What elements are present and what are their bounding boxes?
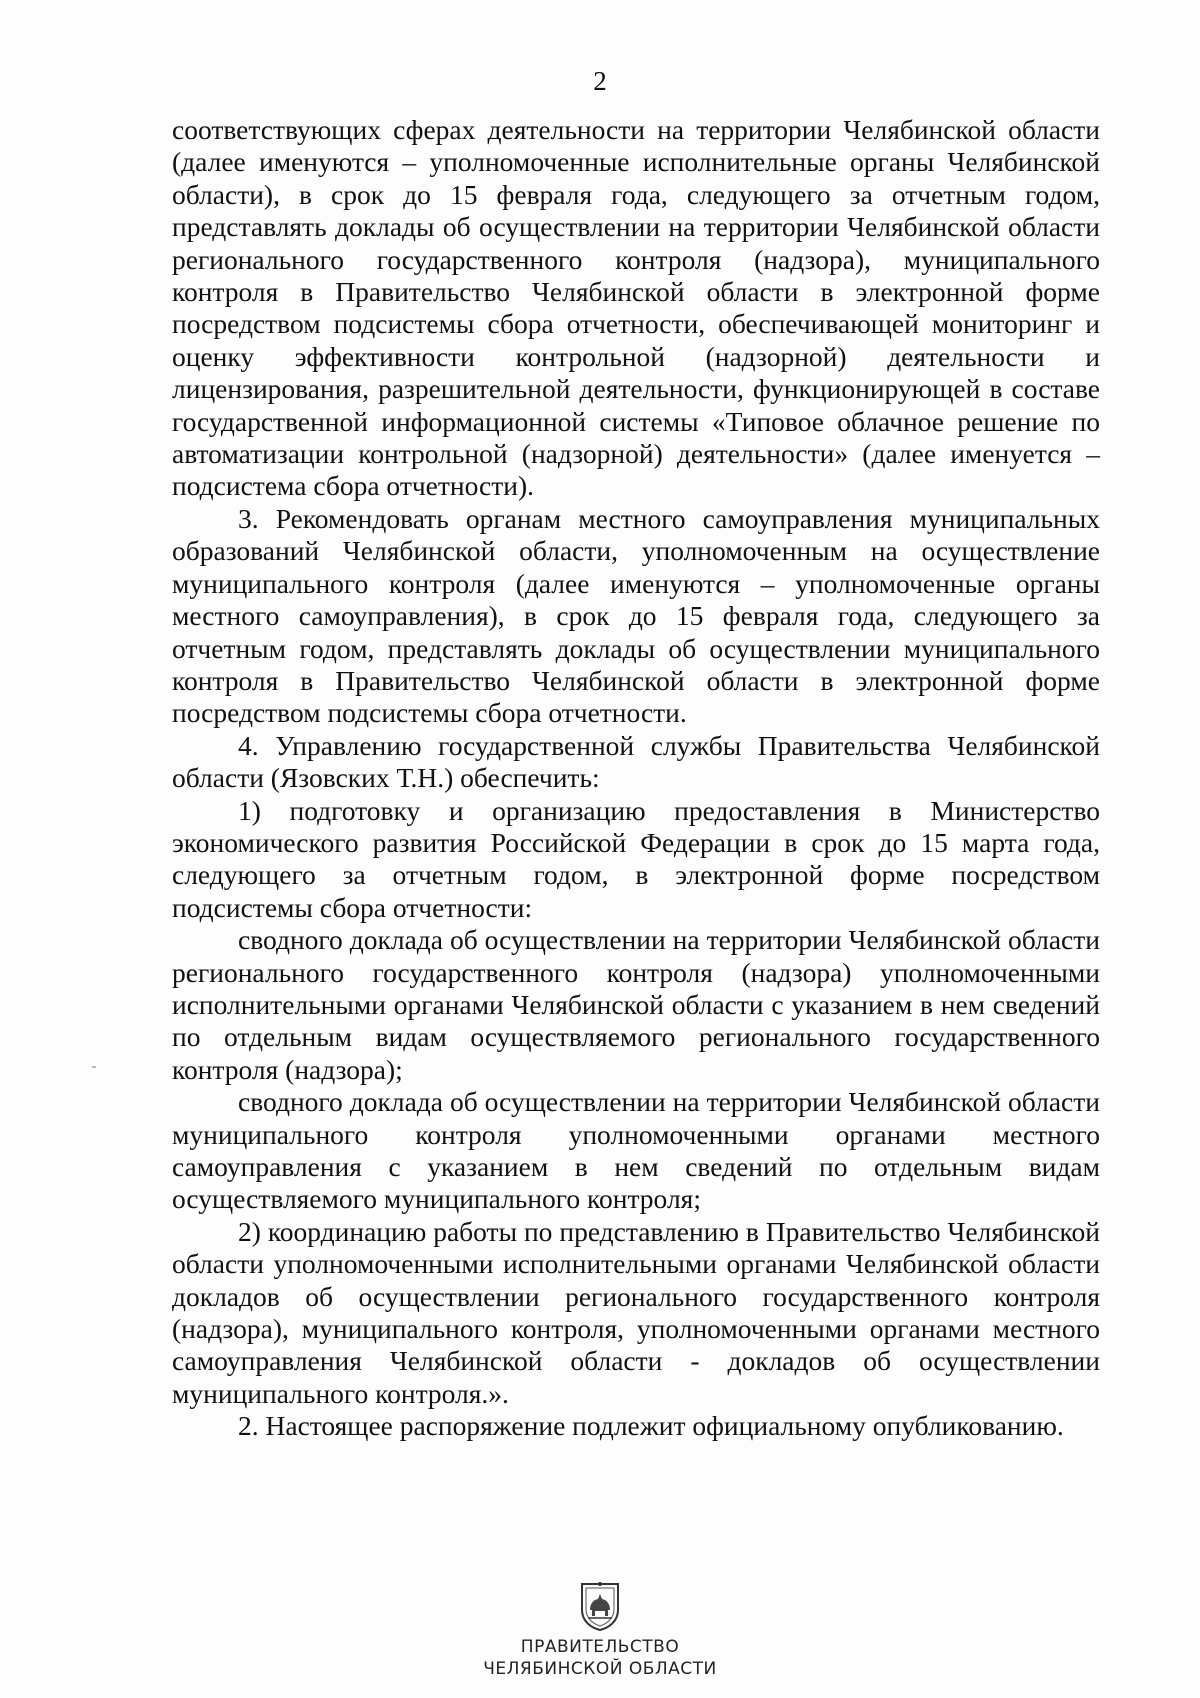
stamp-line-government: ПРАВИТЕЛЬСТВО — [520, 1637, 680, 1657]
paragraph-municipal-report: сводного доклада об осуществлении на территории Челябинской области муниципального контроля уполномоченными органами местного самоуправления с указанием в нем сведений по отдельным видам осуществляемого муниципального контроля; — [172, 1086, 1100, 1215]
paragraph-publication: 2. Настоящее распоряжение подлежит официальному опубликованию. — [238, 1410, 1064, 1442]
paragraph-item-4: 4. Управлению государственной службы Правительства Челябинской области (Язовских Т.Н.) обеспечить: — [172, 729, 1100, 794]
chelyabinsk-coat-of-arms-icon — [578, 1580, 622, 1632]
paragraph-regional-report: сводного доклада об осуществлении на территории Челябинской области регионального государственного контроля (надзора) уполномоченными исполнительными органами Челябинской области с указанием в нем сведений по отдельным видам осуществляемого регионального государственного контроля (надзора); — [172, 924, 1100, 1085]
paragraph-item-3: 3. Рекомендовать органам местного самоуправления муниципальных образований Челябинской области, уполномоченным на осуществление муниципального контроля (далее именуются – уполномоченные органы местного самоуправления), в срок до 15 февраля года, следующего за отчетным годом, представлять доклады об осуществлении муниципального контроля в Правительство Челябинской области в электронной форме посредством подсистемы сбора отчетности. — [172, 502, 1100, 729]
paragraph-subitem-1: 1) подготовку и организацию предоставления в Министерство экономического развития Российской Федерации в срок до 15 марта года, следующего за отчетным годом, в электронной форме посредством подсистемы сбора отчетности: — [172, 794, 1100, 923]
document-body — [172, 114, 1100, 1443]
scan-margin-mark — [92, 1066, 96, 1068]
paragraph-continuation: соответствующих сферах деятельности на территории Челябинской области (далее именуются – уполномоченные исполнительные органы Челябинской области), в срок до 15 февраля года, следующего за отчетным годом, представлять доклады об осуществлении на территории Челябинской области регионального государственного контроля (надзора), муниципального контроля в Правительство Челябинской области в электронной форме посредством подсистемы сбора отчетности, обеспечивающей мониторинг и оценку эффективности контрольной (надзорной) деятельности и лицензирования, разрешительной деятельности, функционирующей в составе государственной информационной системы «Типовое облачное решение по автоматизации контрольной (надзорной) деятельности» (далее именуется – подсистема сбора отчетности). — [172, 114, 1100, 502]
stamp-line-region: ЧЕЛЯБИНСКОЙ ОБЛАСТИ — [483, 1659, 717, 1679]
government-stamp — [440, 1580, 760, 1680]
paragraph-subitem-2: 2) координацию работы по представлению в Правительство Челябинской области уполномоченными исполнительными органами Челябинской области докладов об осуществлении регионального государственного контроля (надзора), муниципального контроля, уполномоченными органами местного самоуправления Челябинской области - докладов об осуществлении муниципального контроля.». — [172, 1215, 1100, 1409]
page-number: 2 — [593, 66, 607, 96]
